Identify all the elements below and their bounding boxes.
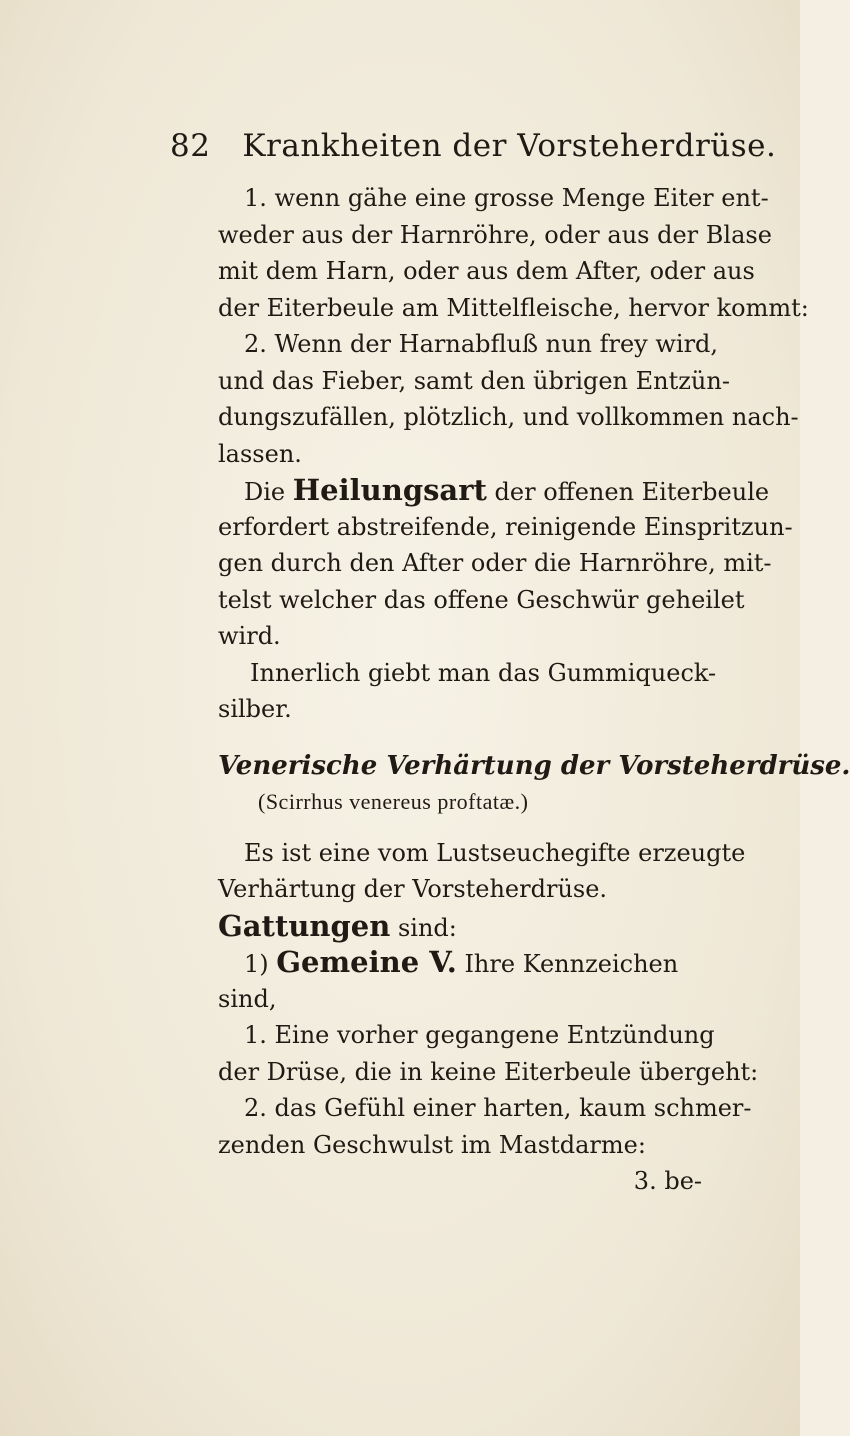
running-title: Krankheiten der Vorsteherdrüse. [242, 128, 777, 164]
text-line: telst welcher das offene Geschwür geheilet [218, 585, 745, 614]
text-line: der Drüse, die in keine Eiterbeule übergeht: [218, 1057, 759, 1086]
text-line: wird. [218, 622, 281, 650]
text-line: sind, [218, 984, 277, 1013]
text-line [218, 472, 770, 509]
text-line: 2. das Gefühl einer harten, kaum schmer- [244, 1094, 752, 1122]
page-header [170, 128, 777, 164]
text-line: gen durch den After oder die Harnröhre, mit- [218, 549, 772, 577]
gattungen-heading [218, 908, 718, 945]
page-number: 82 [170, 128, 211, 164]
section-title: Venerische Verhärtung der Vorsteherdrüse. [218, 750, 850, 781]
body-text [218, 180, 850, 1200]
gemeine-number: 1) [244, 950, 269, 978]
heilungsart-paragraph [218, 472, 793, 655]
text-line: silber. [218, 695, 292, 723]
heilung-prefix: Die [244, 478, 286, 506]
text-line: weder aus der Harnröhre, oder aus der Blase [218, 220, 772, 249]
item-2 [218, 326, 799, 472]
gemeine-paragraph [218, 944, 718, 1017]
spacer [218, 821, 718, 835]
item-1 [218, 180, 809, 326]
signs-list [218, 1017, 759, 1163]
text-line [218, 944, 718, 981]
text-line: erfordert abstreifende, reinigende Einspritzun- [218, 512, 793, 541]
text-line: der Eiterbeule am Mittelfleische, hervor kommt: [218, 293, 809, 322]
catchword: 3. be- [633, 1167, 702, 1195]
gemeine-rest: Ihre Kennzeichen [464, 950, 679, 978]
text-line: 1. wenn gähe eine grosse Menge Eiter ent- [244, 184, 769, 212]
gattungen-rest: sind: [397, 913, 457, 942]
text-line: mit dem Harn, oder aus dem After, oder aus [218, 257, 755, 285]
text-line: und das Fieber, samt den übrigen Entzün- [218, 366, 730, 395]
heilung-rest: der offenen Eiterbeule [494, 478, 770, 506]
spacer [218, 728, 718, 748]
text-line: Innerlich giebt man das Gummiqueck- [250, 658, 717, 687]
text-line: Verhärtung der Vorsteherdrüse. [218, 875, 608, 903]
definition-paragraph [218, 835, 746, 908]
innerlich-paragraph [218, 655, 718, 728]
text-line: 2. Wenn der Harnabfluß nun frey wird, [244, 330, 719, 358]
latin-subtitle: (Scirrhus venereus proftatæ.) [258, 789, 529, 814]
text-line: dungszufällen, plötzlich, und vollkommen nach- [218, 403, 799, 431]
text-line: Es ist eine vom Lustseuchegifte erzeugte [244, 838, 746, 867]
gemeine-term: Gemeine V. [276, 945, 457, 979]
gattungen-term: Gattungen [218, 908, 391, 943]
text-line: zenden Geschwulst im Mastdarme: [218, 1130, 646, 1159]
text-line: 1. Eine vorher gegangene Entzündung [244, 1021, 715, 1049]
heilung-term: Heilungsart [292, 473, 487, 507]
text-line: lassen. [218, 439, 302, 468]
